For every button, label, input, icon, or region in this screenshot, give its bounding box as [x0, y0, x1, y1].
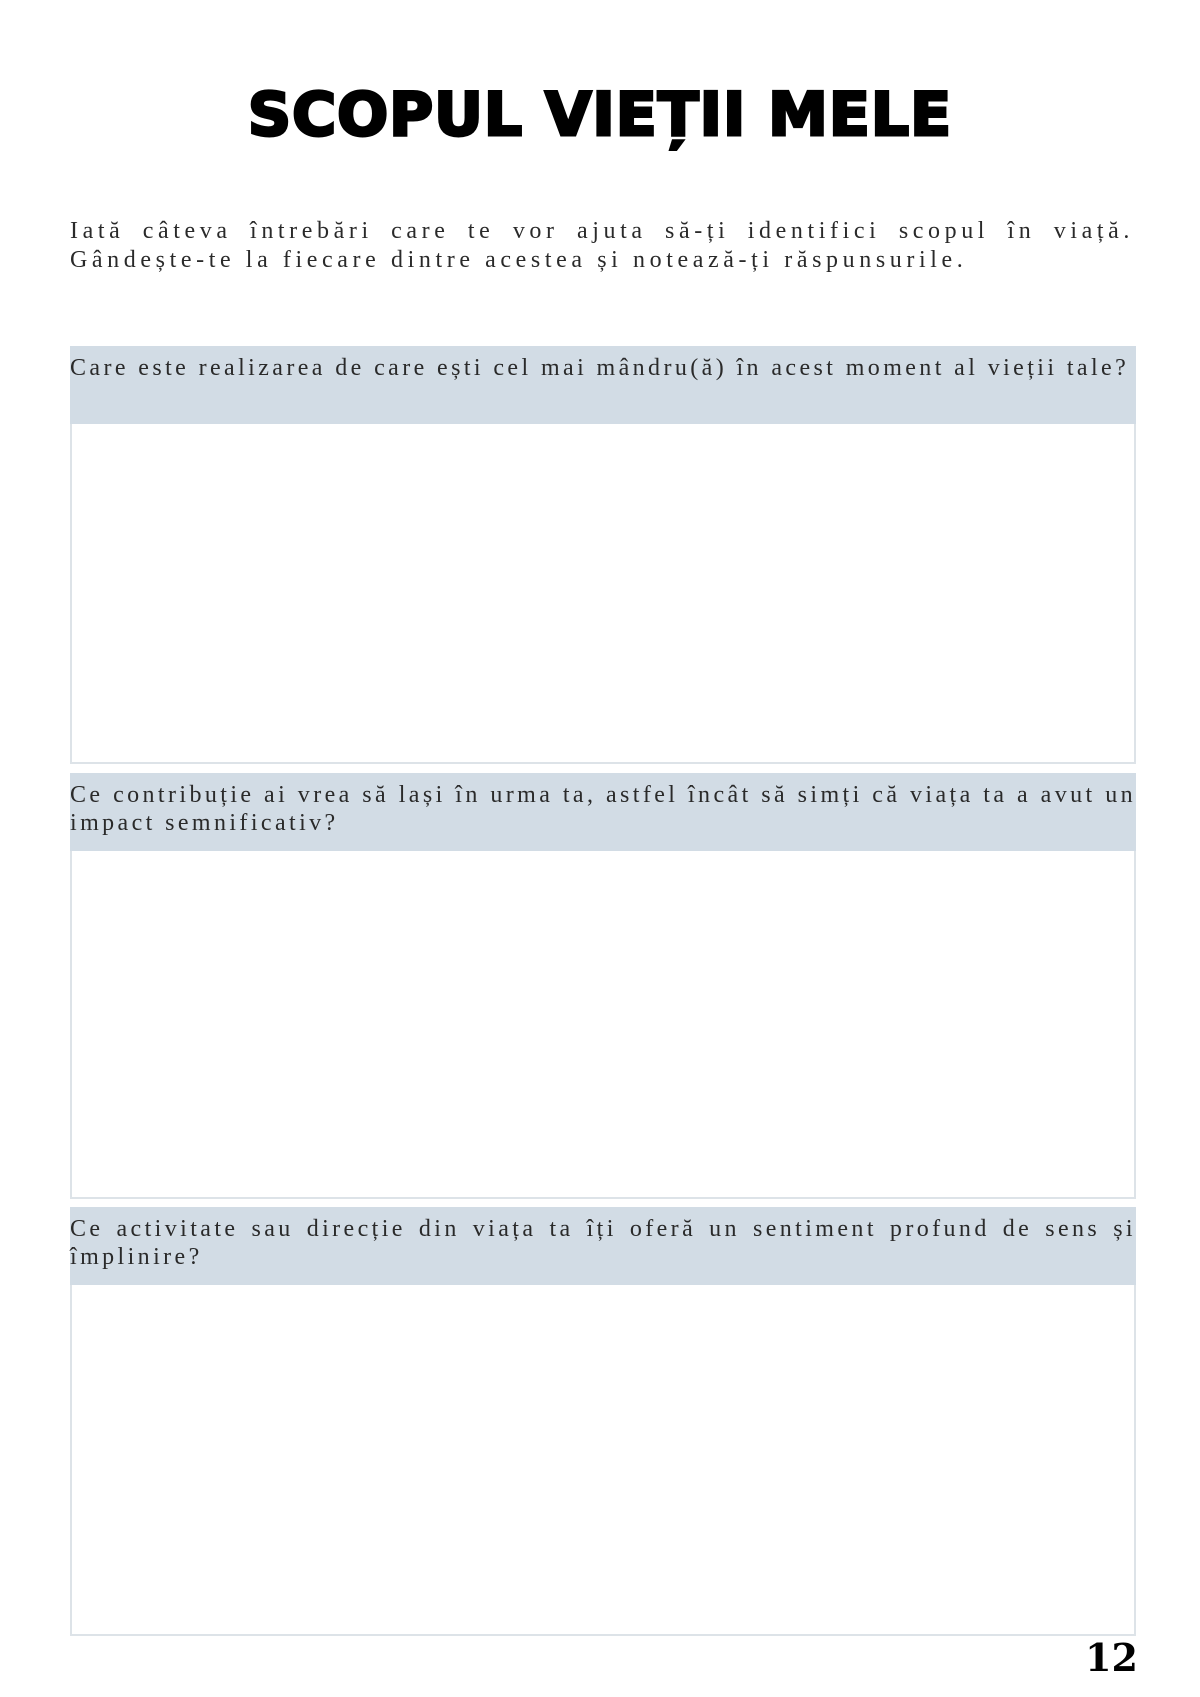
answer-box-3[interactable]	[70, 1285, 1136, 1636]
intro-paragraph: Iată câteva întrebări care te vor ajuta să-ți identifici scopul în viață. Gândește-te la fiecare dintre acestea și notează-ți răspunsurile.	[70, 218, 1134, 273]
question-block-2	[70, 773, 1136, 1199]
question-block-1	[70, 346, 1136, 764]
page-number: 12	[1085, 1635, 1138, 1680]
page-title: SCOPUL VIEȚII MELE	[247, 80, 953, 150]
question-1-text: Care este realizarea de care ești cel mai mândru(ă) în acest moment al vieții tale?	[70, 346, 1136, 424]
question-3-text: Ce activitate sau direcție din viața ta îți oferă un sentiment profund de sens și împlinire?	[70, 1207, 1136, 1285]
question-block-3	[70, 1207, 1136, 1636]
answer-box-2[interactable]	[70, 851, 1136, 1199]
question-2-text: Ce contribuție ai vrea să lași în urma ta, astfel încât să simți că viața ta a avut un impact semnificativ?	[70, 773, 1136, 851]
answer-box-1[interactable]	[70, 424, 1136, 764]
